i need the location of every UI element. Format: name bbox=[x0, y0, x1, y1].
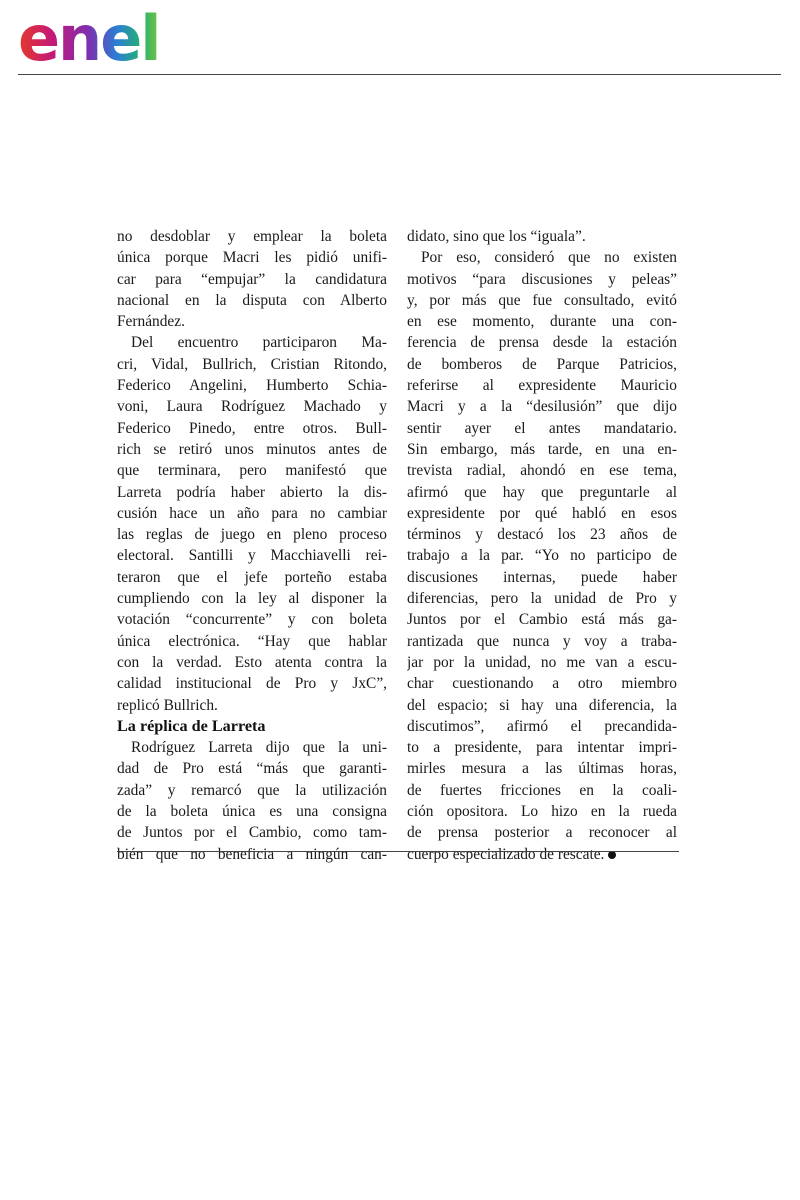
text-line: del espacio; si hay una diferencia, la bbox=[407, 696, 677, 714]
text-line: y, por más que fue consultado, evitó bbox=[407, 291, 677, 309]
text-line bbox=[407, 844, 677, 865]
text-line: Sin embargo, más tarde, en una en- bbox=[407, 440, 677, 458]
header-divider bbox=[18, 74, 781, 75]
text-line: motivos “para discusiones y peleas” bbox=[407, 270, 677, 288]
section-subheading: La réplica de Larreta bbox=[117, 716, 266, 735]
text-line: rich se retiró unos minutos antes de bbox=[117, 440, 387, 458]
text-line: discutimos”, afirmó el precandida- bbox=[407, 717, 677, 735]
text-line: cusión hace un año para no cambiar bbox=[117, 504, 387, 522]
text-line: sentir ayer el antes mandatario. bbox=[407, 419, 677, 437]
end-of-article-icon bbox=[608, 851, 616, 859]
text-line: electoral. Santilli y Macchiavelli rei- bbox=[117, 547, 387, 565]
article-column-right bbox=[407, 226, 677, 865]
text-line: Federico Angelini, Humberto Schia- bbox=[117, 377, 387, 395]
text-line: Federico Pinedo, entre otros. Bull- bbox=[117, 419, 387, 437]
text-line: afirmó que hay que preguntarle al bbox=[407, 483, 677, 501]
text-line: calidad institucional de Pro y JxC”, bbox=[117, 675, 387, 693]
text-line: bién que no beneficia a ningún can- bbox=[117, 845, 387, 863]
text-line: voni, Laura Rodríguez Machado y bbox=[117, 398, 387, 416]
text-line: de Juntos por el Cambio, como tam- bbox=[117, 824, 387, 842]
text-line: zada” y remarcó que la utilización bbox=[117, 781, 387, 799]
text-line: Larreta podría haber abierto la dis- bbox=[117, 483, 387, 501]
text-line-content: cuerpo especializado de rescate. bbox=[407, 845, 605, 863]
text-line: Por eso, consideró que no existen bbox=[421, 249, 677, 267]
text-line: con la verdad. Esto atenta contra la bbox=[117, 653, 387, 671]
text-line: jar por la unidad, no me van a escu- bbox=[407, 653, 677, 671]
text-line: ferencia de prensa desde la estación bbox=[407, 334, 677, 352]
text-line: de fuertes fricciones en la coali- bbox=[407, 781, 677, 799]
text-line: única electrónica. “Hay que hablar bbox=[117, 632, 387, 650]
enel-logo bbox=[18, 6, 180, 66]
text-line: no desdoblar y emplear la boleta bbox=[117, 228, 387, 245]
text-line: cri, Vidal, Bullrich, Cristian Ritondo, bbox=[117, 355, 387, 373]
text-line: expresidente por qué habló en esos bbox=[407, 504, 677, 522]
text-line: nacional en la disputa con Alberto bbox=[117, 291, 387, 309]
text-line: Macri y a la “desilusión” que dijo bbox=[407, 398, 677, 416]
text-line: términos y destacó los 23 años de bbox=[407, 526, 677, 544]
text-line: ción opositora. Lo hizo en la rueda bbox=[407, 803, 677, 821]
text-line: Juntos por el Cambio está más ga- bbox=[407, 611, 677, 629]
enel-logo-text: enel bbox=[18, 6, 160, 66]
text-line: Rodríguez Larreta dijo que la uni- bbox=[131, 739, 387, 757]
text-line: diferencias, pero la unidad de Pro y bbox=[407, 590, 677, 608]
text-line: to a presidente, para intentar impri- bbox=[407, 739, 677, 757]
text-line: que terminara, pero manifestó que bbox=[117, 462, 387, 480]
text-line: dad de Pro está “más que garanti- bbox=[117, 760, 387, 778]
text-line: discusiones internas, puede haber bbox=[407, 568, 677, 586]
text-line: en ese momento, durante una con- bbox=[407, 313, 677, 331]
article-column-left bbox=[117, 226, 387, 865]
text-line: Fernández. bbox=[117, 313, 185, 331]
text-line: rantizada que nunca y voy a traba- bbox=[407, 632, 677, 650]
text-line: car para “empujar” la candidatura bbox=[117, 270, 387, 288]
text-line: replicó Bullrich. bbox=[117, 696, 218, 714]
text-line: referirse al expresidente Mauricio bbox=[407, 377, 677, 395]
text-line: única porque Macri les pidió unifi- bbox=[117, 249, 387, 267]
text-line: de prensa posterior a reconocer al bbox=[407, 824, 677, 842]
text-line: las reglas de juego en pleno proceso bbox=[117, 526, 387, 544]
text-line: teraron que el jefe porteño estaba bbox=[117, 568, 387, 586]
text-line: Del encuentro participaron Ma- bbox=[131, 334, 387, 352]
text-line: didato, sino que los “iguala”. bbox=[407, 228, 586, 245]
text-line: de bomberos de Parque Patricios, bbox=[407, 355, 677, 373]
text-line: cumpliendo con la ley al disponer la bbox=[117, 590, 387, 608]
text-line: de la boleta única es una consigna bbox=[117, 803, 387, 821]
text-line: votación “concurrente” y con boleta bbox=[117, 611, 387, 629]
text-line: char cuestionando a otro miembro bbox=[407, 675, 677, 693]
text-line: trabajo a la par. “Yo no participo de bbox=[407, 547, 677, 565]
text-line: trevista radial, ahondó en ese tema, bbox=[407, 462, 677, 480]
article-bottom-divider bbox=[117, 851, 679, 852]
text-line: mirles mesura a las últimas horas, bbox=[407, 760, 677, 778]
